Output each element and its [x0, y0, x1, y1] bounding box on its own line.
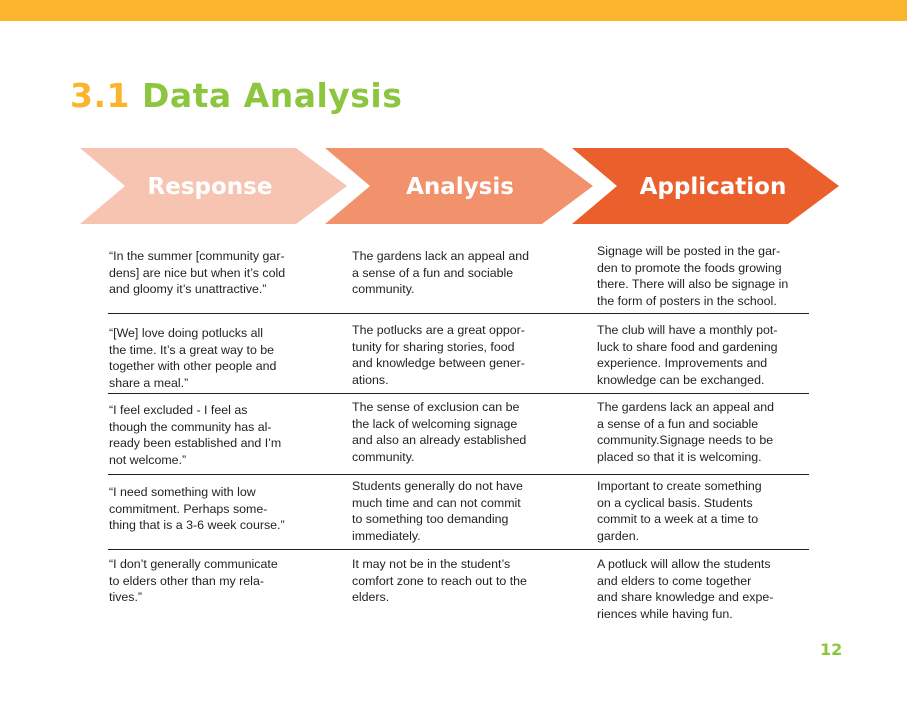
column-header-application: Application	[639, 174, 787, 200]
process-chevrons	[0, 0, 907, 240]
application-cell: The club will have a monthly pot- luck to share food and gardening experience. Improvements and knowledge can be exchanged.	[597, 323, 778, 387]
analysis-cell: The potlucks are a great oppor- tunity for sharing stories, food and knowledge between gener- ations.	[352, 323, 525, 387]
row-divider	[108, 474, 809, 475]
section-number: 3.1	[70, 76, 130, 115]
application-cell: Signage will be posted in the gar- den to promote the foods growing there. There will also be signage in the form of posters in the school.	[597, 244, 789, 308]
row-divider	[108, 393, 809, 394]
row-divider	[108, 313, 809, 314]
row-divider	[108, 549, 809, 550]
analysis-cell: Students generally do not have much time and can not commit to something too demanding immediately.	[352, 479, 523, 543]
response-cell: “In the summer [community gar- dens] are nice but when it’s cold and gloomy it’s unattractive.”	[109, 249, 286, 296]
application-cell: Important to create something on a cyclical basis. Students commit to a week at a time to garden.	[597, 479, 762, 543]
application-cell: The gardens lack an appeal and a sense of a fun and sociable community.Signage needs to be placed so that it is welcoming.	[597, 400, 775, 464]
page-number: 12	[820, 640, 843, 659]
column-header-analysis: Analysis	[406, 174, 514, 200]
analysis-cell: The gardens lack an appeal and a sense of a fun and sociable community.	[352, 249, 530, 296]
response-cell: “I need something with low commitment. Perhaps some- thing that is a 3-6 week course.”	[109, 485, 285, 532]
analysis-cell: The sense of exclusion can be the lack of welcoming signage and also an already established community.	[352, 400, 527, 464]
section-title: Data Analysis	[141, 76, 403, 115]
analysis-cell: It may not be in the student’s comfort zone to reach out to the elders.	[352, 557, 527, 604]
column-header-response: Response	[147, 174, 273, 200]
response-cell: “I feel excluded - I feel as though the community has al- ready been established and I’m not welcome.”	[109, 403, 282, 467]
response-cell: “[We] love doing potlucks all the time. It’s a great way to be together with other people and share a meal.”	[109, 326, 277, 390]
response-cell: “I don’t generally communicate to elders other than my rela- tives.”	[109, 557, 278, 604]
application-cell: A potluck will allow the students and elders to come together and share knowledge and expe- riences while having fun.	[597, 557, 774, 621]
